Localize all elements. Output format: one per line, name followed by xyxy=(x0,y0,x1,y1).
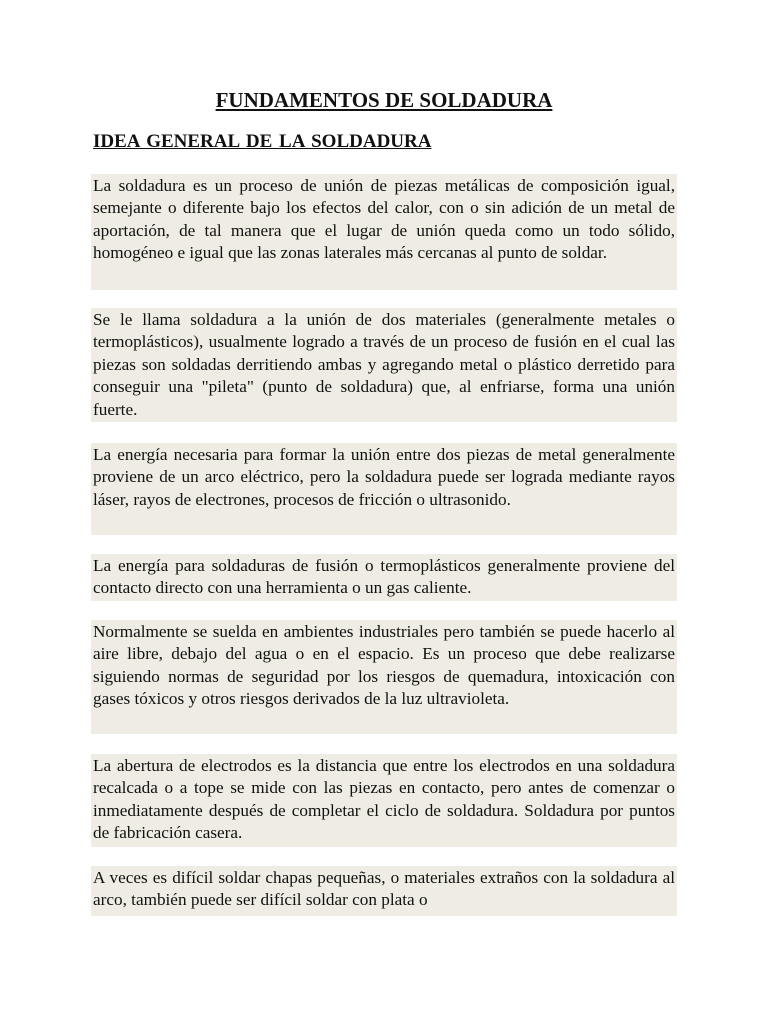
paragraph-1: La soldadura es un proceso de unión de piezas metálicas de composición igual, semejante o diferente bajo los efectos del calor, con o sin adición de un metal de aportación, de tal manera que el lugar de unión queda como un todo sólido, homogéneo e igual que las zonas laterales más cercanas al punto de soldar. xyxy=(91,174,677,290)
paragraph-2: Se le llama soldadura a la unión de dos materiales (generalmente metales o termoplásticos), usualmente logrado a través de un proceso de fusión en el cual las piezas son soldadas derritiendo ambas y agregando metal o plástico derretido para conseguir una "pileta" (punto de soldadura) que, al enfriarse, forma una unión fuerte. xyxy=(91,308,677,422)
paragraph-6: La abertura de electrodos es la distancia que entre los electrodos en una soldadura recalcada o a tope se mide con las piezas en contacto, pero antes de comenzar o inmediatamente después de completar el ciclo de soldadura. Soldadura por puntos de fabricación casera. xyxy=(91,754,677,847)
document-title: FUNDAMENTOS DE SOLDADURA xyxy=(215,88,553,112)
paragraph-3: La energía necesaria para formar la unión entre dos piezas de metal generalmente proviene de un arco eléctrico, pero la soldadura puede ser lograda mediante rayos láser, rayos de electrones, procesos de fricción o ultrasonido. xyxy=(91,443,677,535)
section-heading: IDEA GENERAL DE LA SOLDADURA xyxy=(93,131,432,152)
paragraph-4: La energía para soldaduras de fusión o termoplásticos generalmente proviene del contacto directo con una herramienta o un gas caliente. xyxy=(91,554,677,601)
paragraph-5: Normalmente se suelda en ambientes industriales pero también se puede hacerlo al aire libre, debajo del agua o en el espacio. Es un proceso que debe realizarse siguiendo normas de seguridad por los riesgos de quemadura, intoxicación con gases tóxicos y otros riesgos derivados de la luz ultravioleta. xyxy=(91,620,677,734)
paragraph-7: A veces es difícil soldar chapas pequeñas, o materiales extraños con la soldadura al arco, también puede ser difícil soldar con plata o xyxy=(91,866,677,916)
